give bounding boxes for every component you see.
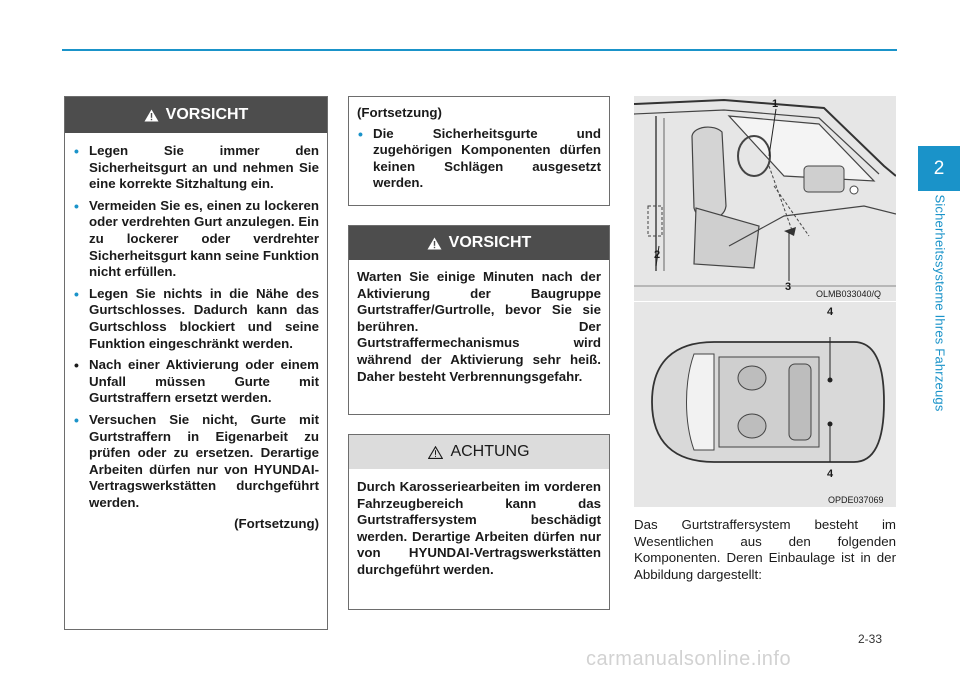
callout-number: 4 — [827, 468, 834, 480]
box-heading: VORSICHT — [448, 234, 532, 251]
box-header — [349, 435, 609, 469]
warning-icon — [427, 237, 442, 250]
warning-outline-icon — [428, 446, 443, 459]
vorsicht-box-2 — [348, 225, 610, 415]
box-header — [349, 226, 609, 260]
achtung-box — [348, 434, 610, 610]
continued-label: (Fortsetzung) — [234, 516, 319, 532]
figure-code: OLMB033040/Q — [816, 289, 882, 299]
car-interior-drawing — [634, 96, 896, 301]
chapter-tab: 2 — [918, 146, 960, 191]
callout-number: 1 — [772, 98, 779, 110]
body-paragraph: Das Gurtstraffersystem besteht im Wesentlichen aus den folgenden Komponenten. Deren Einbaulage ist in der Abbildung dargestellt: — [634, 517, 896, 582]
figure-code: OPDE037069 — [828, 495, 884, 505]
warning-icon — [144, 109, 159, 122]
continued-label: (Fortsetzung) — [357, 105, 442, 120]
vorsicht-box-1 — [64, 96, 328, 630]
box-heading: VORSICHT — [165, 106, 249, 123]
list-item: • Versuchen Sie nicht, Gurte mit Gurtstraffern in Eigenarbeit zu prüfen oder zu ersetzen. Derartige Arbeiten dürfen nur von HYUNDAI-Vertragswerkstätten durchgeführt werden. — [73, 412, 319, 512]
list-item: • Nach einer Aktivierung oder einem Unfall müssen Gurte mit Gurtstraffern ersetzt werden. — [73, 357, 319, 407]
top-rule — [62, 49, 897, 51]
box-heading: ACHTUNG — [450, 443, 530, 460]
car-interior-illustration — [634, 96, 896, 301]
page-number: 2-33 — [858, 632, 883, 646]
car-top-view-drawing — [634, 302, 896, 507]
car-top-view-illustration — [634, 302, 896, 507]
box-header — [65, 97, 327, 133]
callout-number: 3 — [785, 281, 792, 293]
callout-number: 4 — [827, 306, 834, 318]
chapter-title: Sicherheitssysteme Ihres Fahrzeugs — [932, 194, 948, 412]
box-text: Warten Sie einige Minuten nach der Aktivierung der Baugruppe Gurtstraffer/Gurtrolle, bevor Sie sie berühren. Der Gurtstraffermechanismus wird während der Aktivierung sehr heiß. Daher besteht Verbrennungsgefahr. — [357, 269, 601, 384]
callout-number: 2 — [654, 249, 661, 261]
box-text: Durch Karosseriearbeiten im vorderen Fahrzeugbereich kann das Gurtstraffersystem beschädigt werden. Derartige Arbeiten dürfen nur von HYUNDAI-Vertragswerkstätten durchgeführt werden. — [357, 479, 601, 577]
continuation-box — [348, 96, 610, 206]
list-item: • Legen Sie nichts in die Nähe des Gurtschlosses. Dadurch kann das Gurtschloss blockiert und seine Funktion eingeschränkt werden. — [73, 286, 319, 352]
list-item: • Legen Sie immer den Sicherheitsgurt an und nehmen Sie eine korrekte Sitzhaltung ein. — [73, 143, 319, 193]
list-item: • Vermeiden Sie es, einen zu lockeren oder verdrehten Gurt anzulegen. Ein zu lockerer oder verdrehter Sicherheitsgurt kann seine Funktion nicht erfüllen. — [73, 198, 319, 281]
watermark: carmanualsonline.info — [586, 648, 792, 670]
list-item: • Die Sicherheitsgurte und zugehörigen Komponenten dürfen keinen Schlägen ausgesetzt werden. — [357, 126, 601, 192]
